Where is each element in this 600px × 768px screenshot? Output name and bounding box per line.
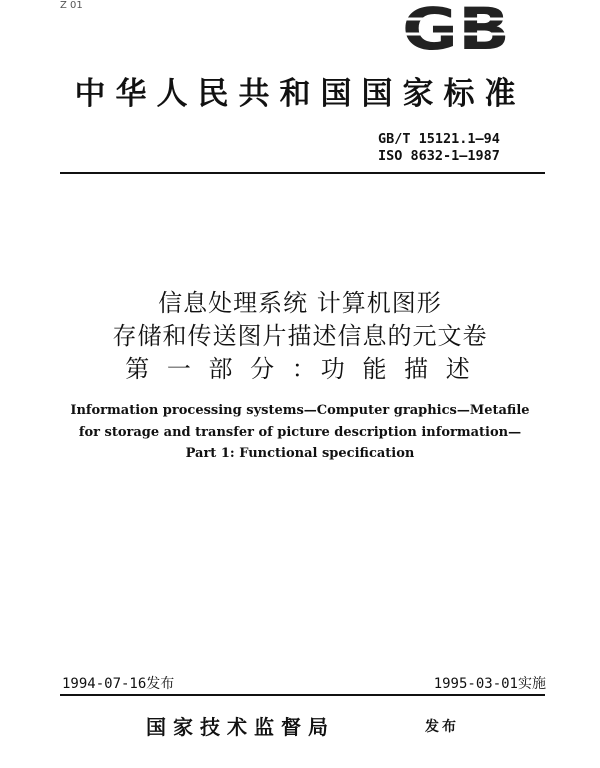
issue-date: 1994-07-16发布: [62, 676, 175, 692]
gb-standard-number: GB/T 15121.1—94: [378, 131, 500, 147]
issuer-action: 发布: [425, 719, 459, 735]
chinese-title-line-3: 第 一 部 分 ：功 能 描 述: [125, 355, 475, 383]
english-title-line-3: Part 1: Functional specification: [185, 446, 415, 461]
implementation-date: 1995-03-01实施: [433, 676, 546, 692]
corner-mark: Z 01: [60, 0, 83, 11]
footer-divider: [60, 694, 545, 696]
standard-numbers: [378, 131, 500, 165]
iso-standard-number: ISO 8632-1—1987: [378, 148, 500, 164]
standard-title: 中华人民共和国国家标准: [74, 76, 526, 112]
english-title-line-1: Information processing systems—Computer graphics—Metafile: [70, 403, 530, 418]
issuing-authority: 国家技术监督局: [146, 715, 335, 739]
header-divider: [60, 172, 545, 174]
chinese-title-line-1: 信息处理系统 计算机图形: [158, 289, 442, 317]
chinese-title-line-2: 存储和传送图片描述信息的元文卷: [112, 322, 488, 350]
gb-logo-letters: GB: [402, 2, 510, 54]
gb-logo: [400, 2, 512, 54]
english-title-line-2: for storage and transfer of picture description information—: [78, 425, 522, 440]
